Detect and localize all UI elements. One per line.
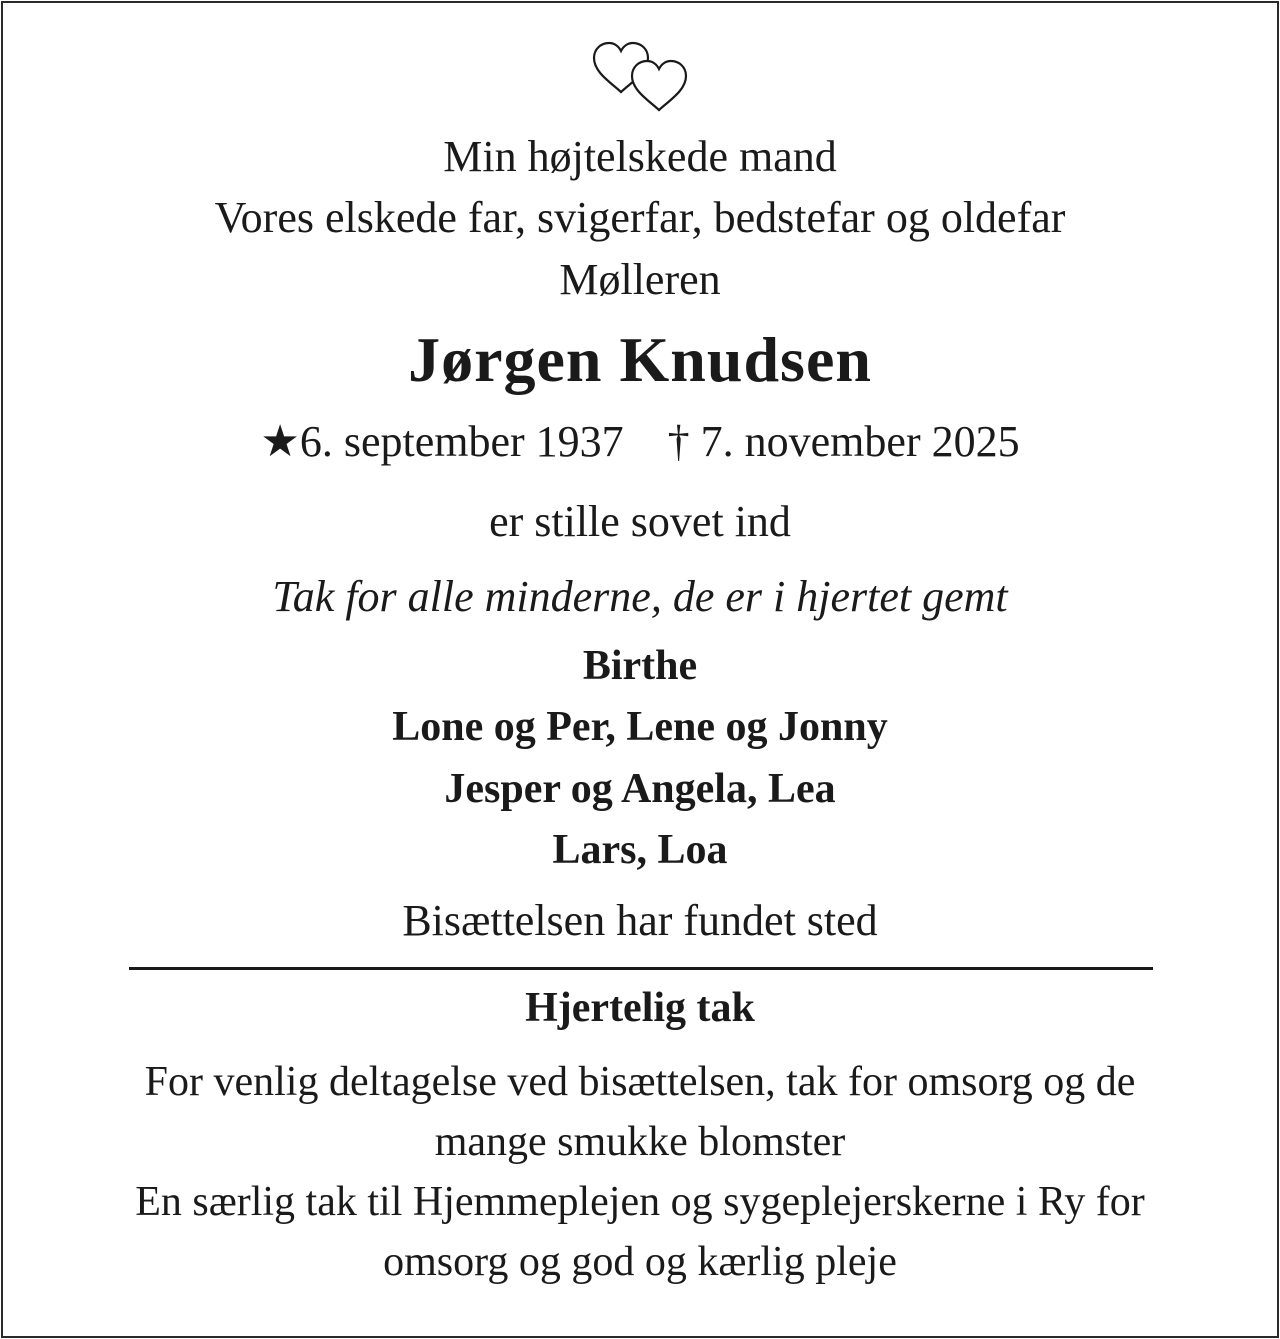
intro-line: Vores elskede far, svigerfar, bedstefar og oldefar: [214, 193, 1066, 242]
deceased-name: Jørgen Knudsen: [408, 324, 872, 395]
birth-date: ★6. september 1937: [260, 417, 624, 466]
thanks-line: mange smukke blomster: [434, 1119, 846, 1165]
thanks-line: For venlig deltagelse ved bisættelsen, tak for omsorg og de: [144, 1059, 1136, 1105]
thanks-line: omsorg og god og kærlig pleje: [383, 1239, 897, 1285]
intro-line: Mølleren: [559, 255, 721, 304]
thanks-title: Hjertelig tak: [525, 985, 755, 1031]
family-line: Birthe: [582, 643, 698, 689]
intro-line: Min højtelskede mand: [443, 132, 837, 181]
memorial-quote: Tak for alle minderne, de er i hjertet gemt: [272, 572, 1008, 621]
thanks-line: En særlig tak til Hjemmeplejen og sygeplejerskerne i Ry for: [135, 1179, 1145, 1225]
funeral-note: Bisættelsen har fundet sted: [402, 896, 878, 945]
family-line: Lone og Per, Lene og Jonny: [392, 704, 888, 750]
double-hearts-icon: [588, 38, 694, 114]
family-line: Jesper og Angela, Lea: [444, 766, 836, 812]
section-divider: [129, 967, 1153, 970]
passing-phrase: er stille sovet ind: [489, 497, 791, 546]
family-line: Lars, Loa: [552, 827, 728, 873]
life-dates: [0, 417, 1280, 466]
death-date: † 7. november 2025: [667, 417, 1020, 466]
